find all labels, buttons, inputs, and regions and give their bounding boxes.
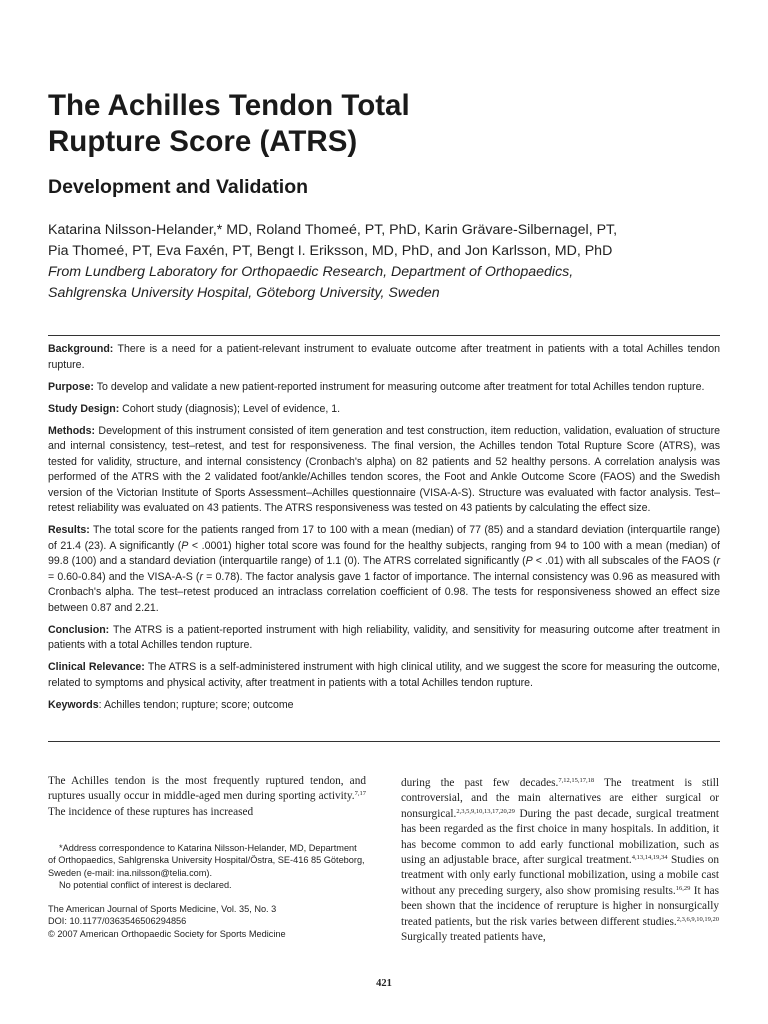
correspondence-note: *Address correspondence to Katarina Nilsson-Helander, MD, Department of Orthopaedics, Sahlgrenska University Hospital/Östra, SE-416 85 Göteborg, Sweden (e-mail: ina.nilsson@telia.com). bbox=[48, 843, 365, 878]
title-line-1: The Achilles Tendon Total bbox=[48, 89, 410, 122]
journal-citation bbox=[48, 903, 366, 940]
intro-text-1: The Achilles tendon is the most frequently ruptured tendon, and ruptures usually occur in middle-aged men during sporting activity. bbox=[48, 775, 366, 803]
right-text-3: During the past decade, surgical treatment has been regarded as the first choice in many hospitals. In addition, it has become common to add early functional mobilization, such as using an adjustable brace, after surgical treatment. bbox=[401, 807, 719, 867]
results-r-symbol-2: r bbox=[199, 570, 203, 583]
body-column-left bbox=[48, 774, 366, 820]
abstract-study-design bbox=[48, 402, 720, 418]
design-label: Study Design: bbox=[48, 402, 120, 415]
results-label: Results: bbox=[48, 524, 90, 536]
results-text-3: < .01) with all subscales of the FAOS ( bbox=[532, 555, 717, 567]
methods-label: Methods: bbox=[48, 424, 96, 437]
affiliation-line-1: From Lundberg Laboratory for Orthopaedic Research, Department of Orthopaedics, bbox=[48, 264, 574, 280]
relevance-text: The ATRS is a self-administered instrument with high clinical utility, and we suggest the score for measuring the outcome, related to symptoms and physical activity, after treatment in patients with a total Achilles tendon rupture. bbox=[48, 661, 720, 689]
results-p-symbol-2: P bbox=[525, 555, 533, 567]
reference-superscript: 2,3,5,9,10,13,17,20,29 bbox=[456, 807, 515, 815]
right-text-6: Surgically treated patients have, bbox=[401, 931, 546, 944]
journal-doi: DOI: 10.1177/0363546506294856 bbox=[48, 916, 187, 927]
conflict-note: No potential conflict of interest is declared. bbox=[59, 879, 232, 890]
reference-superscript: 2,3,6,9,10,19,20 bbox=[676, 915, 719, 923]
methods-text: Development of this instrument consisted of item generation and test construction, item reduction, validation, evaluation of structure and internal consistency, test–retest, and test for responsiveness. The final version, the Achilles tendon Total Rupture Score (ATRS), was tested for validity, structure, and internal consistency (Cronbach's alpha) on 82 patients and 52 healthy persons. A correlation analysis was performed of the ATRS with the 2 validated foot/ankle/Achilles tendon scores, the Foot and Ankle Outcome Score (FAOS) and the Swedish version of the Victorian Institute of Sports Assessment–Achilles questionnaire (VISA-A-S). Structure was evaluated with factor analysis. Test–retest reliability was evaluated on 43 patients. The ATRS responsiveness was tested on 43 patients by calculating the effect size. bbox=[48, 424, 720, 514]
abstract-keywords bbox=[48, 698, 720, 714]
abstract-purpose bbox=[48, 380, 720, 396]
abstract-bottom-rule bbox=[48, 741, 720, 742]
background-text: There is a need for a patient-relevant instrument to evaluate outcome after treatment in patients with a total Achilles tendon rupture. bbox=[48, 343, 720, 371]
results-text-1: The total score for the patients ranged from 17 to 100 with a mean (median) of 77 (85) and a standard deviation (interquartile range) of 21.4 (23). A significantly ( bbox=[48, 524, 720, 552]
intro-paragraph bbox=[48, 774, 366, 820]
title-line-2: Rupture Score (ATRS) bbox=[48, 125, 358, 158]
affiliation-line-2: Sahlgrenska University Hospital, Göteborg University, Sweden bbox=[48, 285, 440, 301]
reference-superscript: 16,29 bbox=[675, 884, 691, 892]
abstract bbox=[48, 342, 720, 720]
abstract-background bbox=[48, 342, 720, 373]
purpose-label: Purpose: bbox=[48, 380, 94, 393]
article-subtitle: Development and Validation bbox=[48, 176, 309, 198]
keywords-text: : Achilles tendon; rupture; score; outcome bbox=[98, 698, 294, 711]
results-p-symbol-1: P bbox=[181, 539, 189, 552]
keywords-label: Keywords bbox=[48, 698, 99, 711]
conclusion-text: The ATRS is a patient-reported instrument with high reliability, validity, and sensitivity for measuring outcome after treatment in patients with a total Achilles tendon rupture. bbox=[48, 623, 720, 651]
author-block bbox=[48, 220, 738, 304]
conclusion-label: Conclusion: bbox=[48, 623, 110, 636]
authors-line-2: Pia Thomeé, PT, Eva Faxén, PT, Bengt I. Eriksson, MD, PhD, and Jon Karlsson, MD, PhD bbox=[48, 243, 613, 259]
page-number: 421 bbox=[376, 978, 392, 989]
body-column-right bbox=[401, 776, 719, 945]
abstract-conclusion bbox=[48, 623, 720, 654]
reference-superscript: 4,13,14,19,34 bbox=[631, 854, 668, 862]
footnote-block bbox=[48, 842, 366, 891]
right-text-4: Studies on treatment with only early functional mobilization, using a mobile cast without any preceding surgery, also show promising results. bbox=[401, 854, 719, 897]
reference-superscript: 7,17 bbox=[354, 790, 366, 798]
abstract-clinical-relevance bbox=[48, 660, 720, 691]
right-text-5: It has been shown that the incidence of rerupture is higher in nonsurgically treated patients, but the risk varies between different studies. bbox=[401, 884, 720, 928]
reference-superscript: 7,12,15,17,18 bbox=[558, 777, 595, 784]
intro-continued-paragraph bbox=[401, 776, 719, 945]
purpose-text: To develop and validate a new patient-reported instrument for measuring outcome after treatment for total Achilles tendon rupture. bbox=[96, 380, 705, 393]
background-label: Background: bbox=[48, 343, 114, 355]
journal-name: The American Journal of Sports Medicine, Vol. 35, No. 3 bbox=[48, 904, 277, 914]
results-text-5: = 0.78). The factor analysis gave 1 factor of importance. The internal consistency was 0.96 as measured with Cronbach's alpha. The test–retest produced an intraclass correlation coefficient of 0.98. The tests for responsiveness showed an effect size between 0.87 and 2.21. bbox=[48, 570, 720, 614]
abstract-methods bbox=[48, 424, 720, 517]
right-text-2: The treatment is still controversial, and the main alternatives are either surgical or nonsurgical. bbox=[401, 777, 719, 820]
relevance-label: Clinical Relevance: bbox=[48, 661, 145, 673]
authors-line-1: Katarina Nilsson-Helander,* MD, Roland Thomeé, PT, PhD, Karin Grävare-Silbernagel, PT, bbox=[48, 222, 618, 238]
intro-text-2: The incidence of these ruptures has increased bbox=[48, 805, 254, 818]
right-text-1: during the past few decades. bbox=[401, 777, 559, 789]
results-text-2: < .0001) higher total score was found for the healthy subjects, ranging from 94 to 100 with a mean (median) of 99.8 (100) and a standard deviation (interquartile range) of 1.1 (0). The ATRS correlated significantly ( bbox=[48, 539, 720, 567]
journal-copyright: © 2007 American Orthopaedic Society for Sports Medicine bbox=[48, 928, 286, 939]
article-title bbox=[48, 88, 728, 160]
abstract-top-rule bbox=[48, 335, 720, 336]
results-r-symbol-1: r bbox=[716, 555, 721, 567]
design-text: Cohort study (diagnosis); Level of evidence, 1. bbox=[122, 402, 341, 415]
abstract-results bbox=[48, 523, 720, 616]
results-text-4: = 0.60-0.84) and the VISA-A-S ( bbox=[48, 570, 200, 583]
